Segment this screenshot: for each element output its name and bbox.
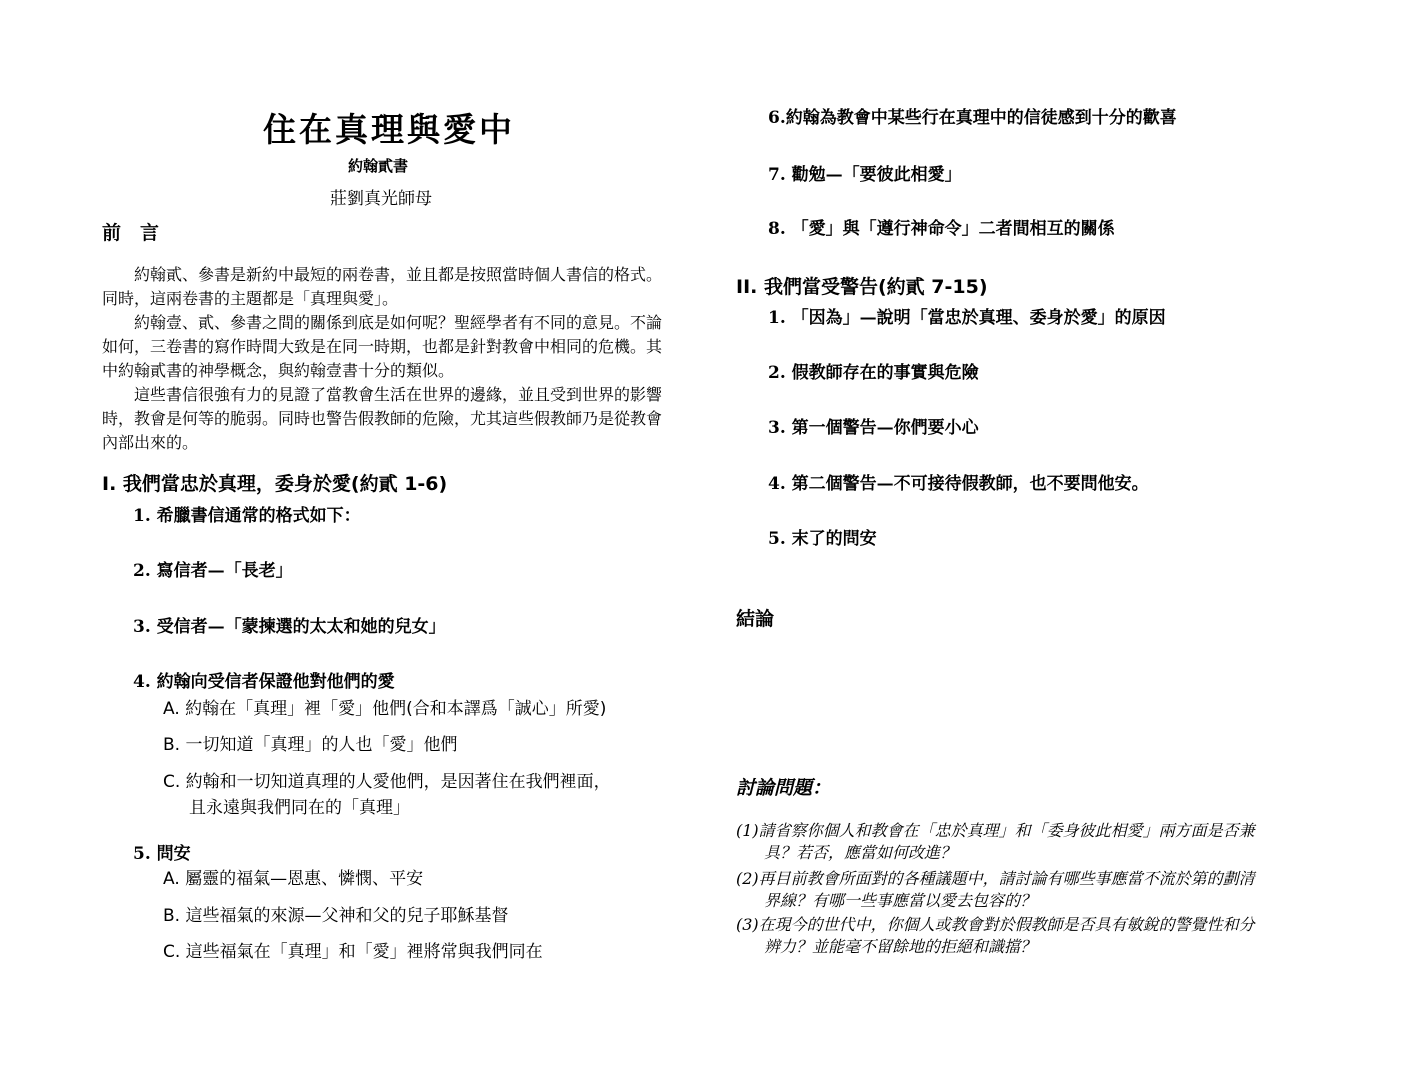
intro-heading: 前 言 <box>102 222 160 244</box>
conclusion-heading: 結論 <box>736 608 775 630</box>
section1-item-3: 3. 受信者—「蒙揀選的太太和她的兒女」 <box>133 617 446 637</box>
section1-item-4: 4. 約翰向受信者保證他對他們的愛 <box>133 672 395 692</box>
question-1-line-1: (1)請省察你個人和教會在「忠於真理」和「委身彼此相愛」兩方面是否兼 <box>736 821 1255 840</box>
section2-item-5: 5. 末了的問安 <box>768 529 877 549</box>
section2-item-4: 4. 第二個警告—不可接待假教師，也不要問他安。 <box>768 474 1149 494</box>
item5-sub-c: C. 這些福氣在「真理」和「愛」裡將常與我們同在 <box>163 942 543 962</box>
section1-item-1: 1. 希臘書信通常的格式如下： <box>133 506 361 526</box>
intro-paragraph-1: 約翰貳、參書是新約中最短的兩卷書，並且都是按照當時個人書信的格式。同時，這兩卷書的主題都是「真理與愛」。 <box>102 265 663 308</box>
section1-item-6: 6.約翰為教會中某些行在真理中的信徒感到十分的歡喜 <box>768 108 1177 128</box>
section1-item-2: 2. 寫信者—「長老」 <box>133 561 293 581</box>
discussion-question-3 <box>736 914 1255 958</box>
section1-heading: I. 我們當忠於真理，委身於愛(約貳 1-6) <box>102 473 448 495</box>
item5-sub-b: B. 這些福氣的來源—父神和父的兒子耶穌基督 <box>163 906 509 926</box>
question-2-line-2: 界線？有哪一些事應當以愛去包容的？ <box>764 891 1037 910</box>
intro-body <box>102 263 674 455</box>
discussion-question-2 <box>736 868 1255 912</box>
item4-sub-a: A. 約翰在「真理」裡「愛」他們(合和本譯爲「誠心」所愛) <box>163 699 607 719</box>
question-3-line-1: (3)在現今的世代中，你個人或教會對於假教師是否具有敏銳的警覺性和分 <box>736 915 1255 934</box>
author: 莊劉真光師母 <box>330 189 432 209</box>
item4-sub-b: B. 一切知道「真理」的人也「愛」他們 <box>163 735 458 755</box>
intro-paragraph-2: 約翰壹、貳、參書之間的關係到底是如何呢？聖經學者有不同的意見。不論如何，三卷書的寫作時間大致是在同一時期，也都是針對教會中相同的危機。其中約翰貳書的神學概念，與約翰壹書十分的類似。 <box>102 313 663 380</box>
section2-item-2: 2. 假教師存在的事實與危險 <box>768 363 979 383</box>
subtitle: 約翰貳書 <box>348 157 409 175</box>
discussion-question-1 <box>736 820 1255 864</box>
section2-item-3: 3. 第一個警告—你們要小心 <box>768 418 979 438</box>
section1-item-7: 7. 勸勉—「要彼此相愛」 <box>768 165 962 185</box>
question-2-line-1: (2)再目前教會所面對的各種議題中，請討論有哪些事應當不流於第的劃清 <box>736 869 1255 888</box>
section1-item-5: 5. 問安 <box>133 844 191 864</box>
item4-sub-c: C. 約翰和一切知道真理的人愛他們，是因著住在我們裡面， <box>163 772 611 792</box>
section1-item-8: 8. 「愛」與「遵行神命令」二者間相互的關係 <box>768 219 1115 239</box>
item4-sub-c-cont: 且永遠與我們同在的「真理」 <box>189 798 410 818</box>
section2-item-1: 1. 「因為」—說明「當忠於真理、委身於愛」的原因 <box>768 308 1166 328</box>
intro-paragraph-3: 這些書信很強有力的見證了當教會生活在世界的邊緣，並且受到世界的影響時，教會是何等的脆弱。同時也警告假教師的危險，尤其這些假教師乃是從教會內部出來的。 <box>102 385 663 452</box>
discussion-heading: 討論問題： <box>736 777 832 799</box>
question-3-line-2: 辨力？並能毫不留餘地的拒絕和識擋？ <box>764 937 1037 956</box>
item5-sub-a: A. 屬靈的福氣—恩惠、憐憫、平安 <box>163 869 424 889</box>
section2-heading: II. 我們當受警告(約貳 7-15) <box>736 276 988 298</box>
question-1-line-2: 具？若否，應當如何改進？ <box>764 843 957 862</box>
title: 住在真理與愛中 <box>263 110 515 149</box>
